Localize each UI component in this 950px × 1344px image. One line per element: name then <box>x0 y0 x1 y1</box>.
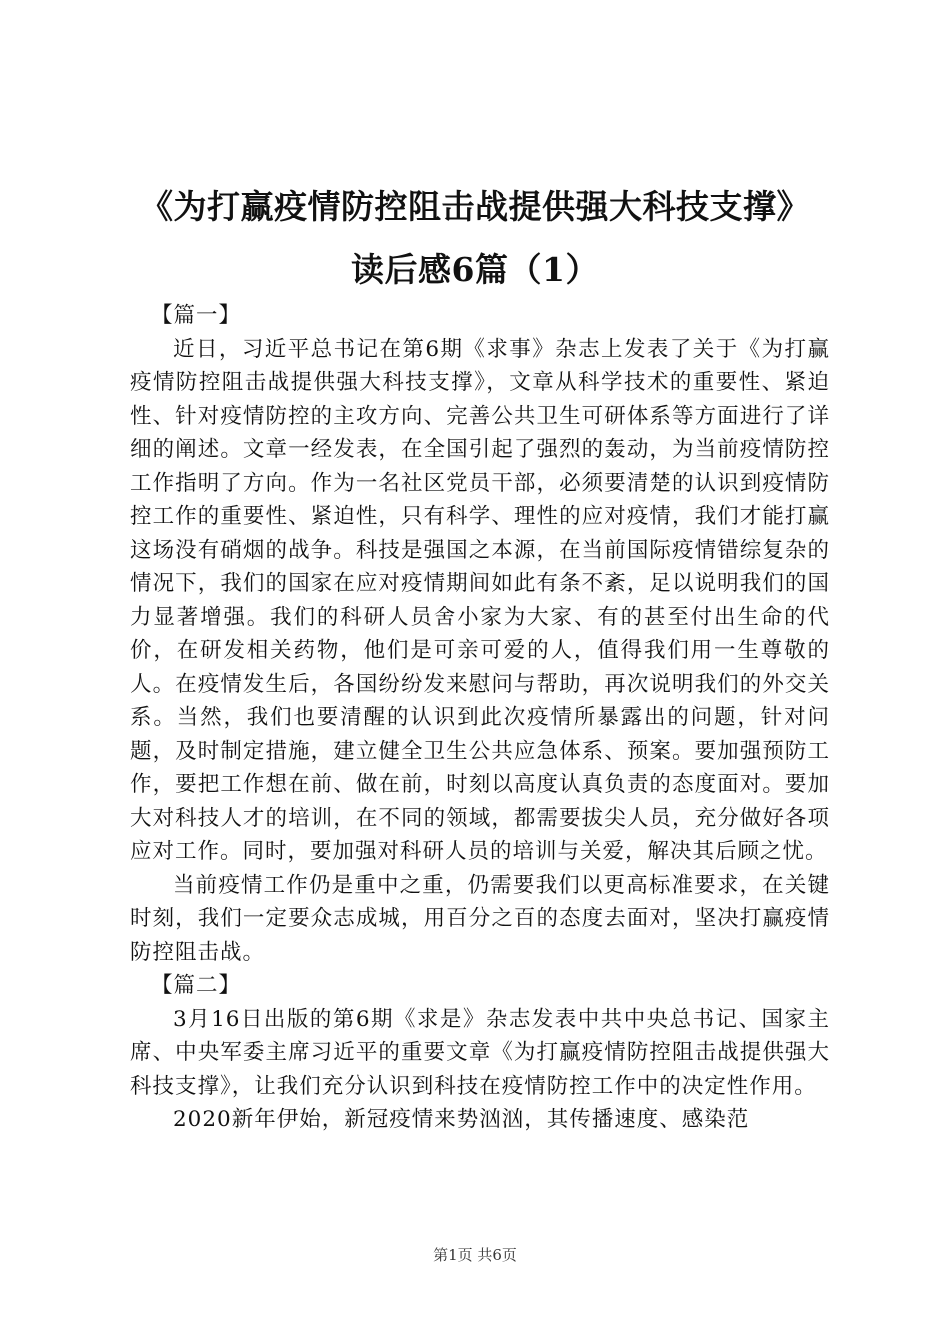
section-2-paragraph-1: 3月16日出版的第6期《求是》杂志发表中共中央总书记、国家主席、中央军委主席习近平的重要文章《为打赢疫情防控阻击战提供强大科技支撑》，让我们充分认识到科技在疫情防控工作中的决定性作用。 <box>130 1006 830 1099</box>
document-title-line-1: 《为打赢疫情防控阻击战提供强大科技支撑》 <box>140 187 810 226</box>
section-2-paragraph-2: 2020新年伊始，新冠疫情来势汹汹，其传播速度、感染范 <box>173 1107 750 1132</box>
section-heading-2: 【篇二】 <box>151 973 242 998</box>
page-number-footer: 第1页 共6页 <box>433 1246 517 1264</box>
section-heading-1: 【篇一】 <box>151 303 242 328</box>
document-title-line-2: 读后感6篇（1） <box>351 250 599 289</box>
section-1-paragraph-2: 当前疫情工作仍是重中之重，仍需要我们以更高标准要求，在关键时刻，我们一定要众志成城，用百分之百的态度去面对，坚决打赢疫情防控阻击战。 <box>130 872 830 965</box>
section-1-paragraph-1: 近日，习近平总书记在第6期《求事》杂志上发表了关于《为打赢疫情防控阻击战提供强大科技支撑》，文章从科学技术的重要性、紧迫性、针对疫情防控的主攻方向、完善公共卫生可研体系等方面进行了详细的阐述。文章一经发表，在全国引起了强烈的轰动，为当前疫情防控工作指明了方向。作为一名社区党员干部，必须要清楚的认识到疫情防控工作的重要性、紧迫性，只有科学、理性的应对疫情，我们才能打赢这场没有硝烟的战争。科技是强国之本源，在当前国际疫情错综复杂的情况下，我们的国家在应对疫情期间如此有条不紊，足以说明我们的国力显著增强。我们的科研人员舍小家为大家、有的甚至付出生命的代价，在研发相关药物，他们是可亲可爱的人，值得我们用一生尊敬的人。在疫情发生后，各国纷纷发来慰问与帮助，再次说明我们的外交关系。当然，我们也要清醒的认识到此次疫情所暴露出的问题，针对问题，及时制定措施，建立健全卫生公共应急体系、预案。要加强预防工作，要把工作想在前、做在前，时刻以高度认真负责的态度面对。要加大对科技人才的培训，在不同的领域，都需要拔尖人员，充分做好各项应对工作。同时，要加强对科研人员的培训与关爱，解决其后顾之忧。 <box>130 336 830 864</box>
document-body <box>130 299 830 1137</box>
